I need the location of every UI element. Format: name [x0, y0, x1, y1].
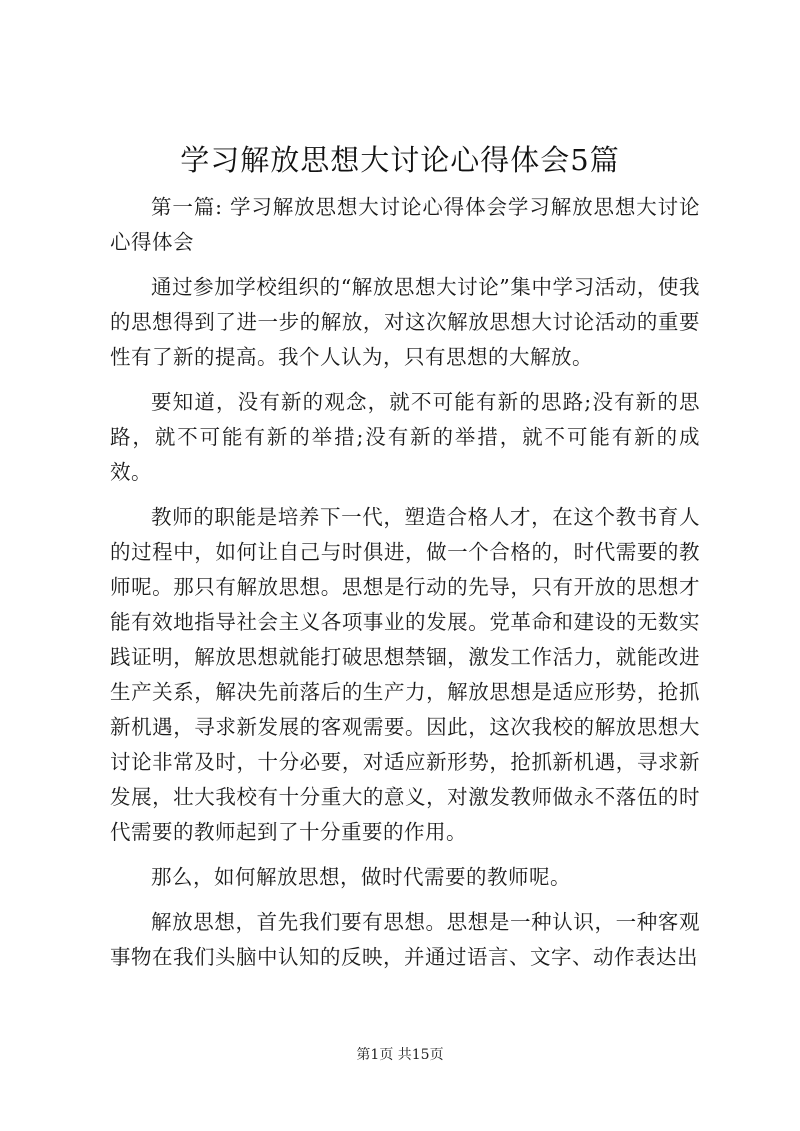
- document-body: [110, 190, 700, 985]
- paragraph-4: 教师的职能是培养下一代，塑造合格人才，在这个教书育人的过程中，如何让自己与时俱进，做一个合格的，时代需要的教师呢。那只有解放思想。思想是行动的先导，只有开放的思想才能有效地指导社会主义各项事业的发展。党革命和建设的无数实践证明，解放思想就能打破思想禁锢，激发工作活力，就能改进生产关系，解决先前落后的生产力，解放思想是适应形势，抢抓新机遇，寻求新发展的客观需要。因此，这次我校的解放思想大讨论非常及时，十分必要，对适应新形势，抢抓新机遇，寻求新发展，壮大我校有十分重大的意义，对激发教师做永不落伍的时代需要的教师起到了十分重要的作用。: [110, 505, 700, 844]
- paragraph-1: 第一篇: 学习解放思想大讨论心得体会学习解放思想大讨论心得体会: [110, 195, 700, 254]
- paragraph-2: 通过参加学校组织的“解放思想大讨论”集中学习活动，使我的思想得到了进一步的解放，对这次解放思想大讨论活动的重要性有了新的提高。我个人认为，只有思想的大解放。: [110, 275, 700, 369]
- document-title: 学习解放思想大讨论心得体会5篇: [180, 143, 620, 177]
- paragraph-6: 解放思想，首先我们要有思想。思想是一种认识，一种客观事物在我们头脑中认知的反映，并通过语言、文字、动作表达出: [110, 910, 700, 969]
- page-number-footer: 第1页 共15页: [356, 1047, 444, 1063]
- paragraph-5: 那么，如何解放思想，做时代需要的教师呢。: [151, 865, 571, 889]
- paragraph-3: 要知道，没有新的观念，就不可能有新的思路;没有新的思路，就不可能有新的举措;没有新的举措，就不可能有新的成效。: [110, 390, 700, 484]
